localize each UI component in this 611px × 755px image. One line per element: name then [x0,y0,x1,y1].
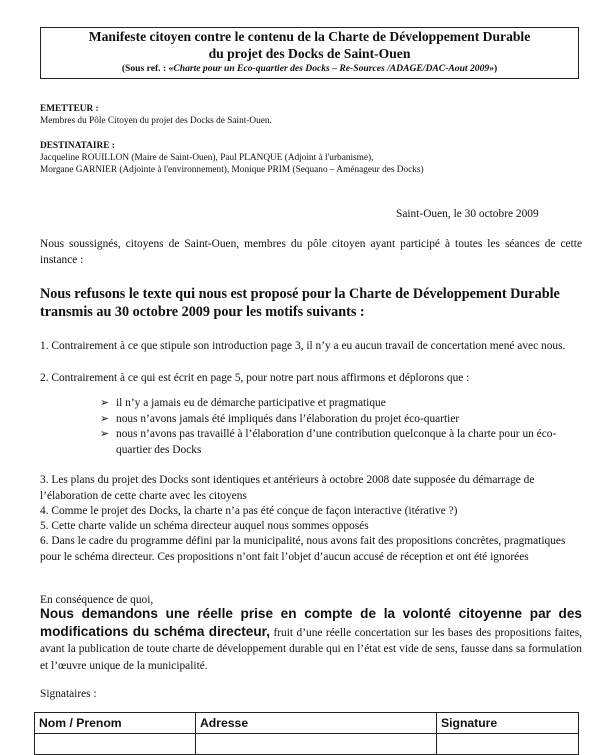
column-header-name: Nom / Prenom [35,713,196,734]
point-3: 3. Les plans du projet des Docks sont identiques et antérieurs à octobre 2008 date supposée du démarrage de l’élaboration de cette charte avec les citoyens [40,474,535,502]
table-header-row [35,713,579,734]
bullet-item: ➢ il n’y a jamais eu de démarche participative et pragmatique [100,396,580,412]
destinataire-line-2: Morgane GARNIER (Adjointe à l'environnement), Monique PRIM (Sequano – Aménageur des Docks) [40,165,424,175]
signature-cell[interactable] [437,734,579,755]
document-reference: (Sous ref. : «Charte pour un Eco-quartier des Docks – Re-Sources /ADAGE/DAC-Aout 2009») [121,63,498,74]
consequence-text: En conséquence de quoi, [40,594,154,606]
point-1: 1. Contrairement à ce que stipule son introduction page 3, il n’y a eu aucun travail de concertation mené avec nous. [40,340,566,352]
destinataire-label: DESTINATAIRE : [40,141,115,151]
document-title-line-2: du projet des Docks de Saint-Ouen [208,46,411,61]
arrow-bullet-icon: ➢ [100,397,110,409]
column-header-address: Adresse [196,713,437,734]
point-4: 4. Comme le projet des Docks, la charte n’a pas été conçue de façon interactive (itérative ?) [40,505,458,517]
arrow-bullet-icon: ➢ [100,428,110,440]
document-date: Saint-Ouen, le 30 octobre 2009 [396,208,539,220]
address-cell[interactable] [196,734,437,755]
name-cell[interactable] [35,734,196,755]
point-6: 6. Dans le cadre du programme défini par la municipalité, nous avons fait des propositions concrètes, pragmatiques pour le schéma directeur. Ces propositions n’ont fait l’objet d’aucun accusé de réception et ont été ignorées [40,535,566,563]
arrow-bullet-icon: ➢ [100,412,110,425]
intro-paragraph: Nous soussignés, citoyens de Saint-Ouen, membres du pôle citoyen ayant participé à toutes les séances de cette instance : [40,238,582,266]
refusal-heading: Nous refusons le texte qui nous est proposé pour la Charte de Développement Durable transmis au 30 octobre 2009 pour les motifs suivants : [40,286,560,320]
point-5: 5. Cette charte valide un schéma directeur auquel nous sommes opposés [40,520,369,532]
demand-rest: fruit d’une réelle concertation sur les bases des propositions faites, avant la publication de toute charte de développement durable qui en l’état est vide de sens, fausse dans sa formulation et l’œuvre unique de la municipalité. [40,626,582,672]
bullet-list [100,396,580,458]
signatures-table [34,712,579,755]
bullet-item: ➢ nous n’avons pas travaillé à l’élaboration d’une contribution quelconque à la charte pour un éco-quartier des Docks [100,427,580,458]
emetteur-label: EMETTEUR : [40,104,99,114]
demand-paragraph [40,606,582,674]
bullet-item: ➢ nous n’avons jamais été impliqués dans l’élaboration du projet éco-quartier [100,412,580,428]
destinataire-line-1: Jacqueline ROUILLON (Maire de Saint-Ouen), Paul PLANQUE (Adjoint à l'urbanisme), [40,153,374,163]
signataires-label: Signataires : [40,688,97,700]
column-header-signature: Signature [437,713,579,734]
demand-bold: Nous demandons une réelle prise en compte de la volonté citoyenne par des modifications du schéma directeur, [40,606,582,639]
title-box [40,27,579,79]
table-row [35,734,579,755]
point-2: 2. Contrairement à ce qui est écrit en page 5, pour notre part nous affirmons et déplorons que : [40,372,470,384]
emetteur-text: Membres du Pôle Citoyen du projet des Docks de Saint-Ouen. [40,116,272,126]
document-title-line-1: Manifeste citoyen contre le contenu de la Charte de Développement Durable [88,29,531,44]
